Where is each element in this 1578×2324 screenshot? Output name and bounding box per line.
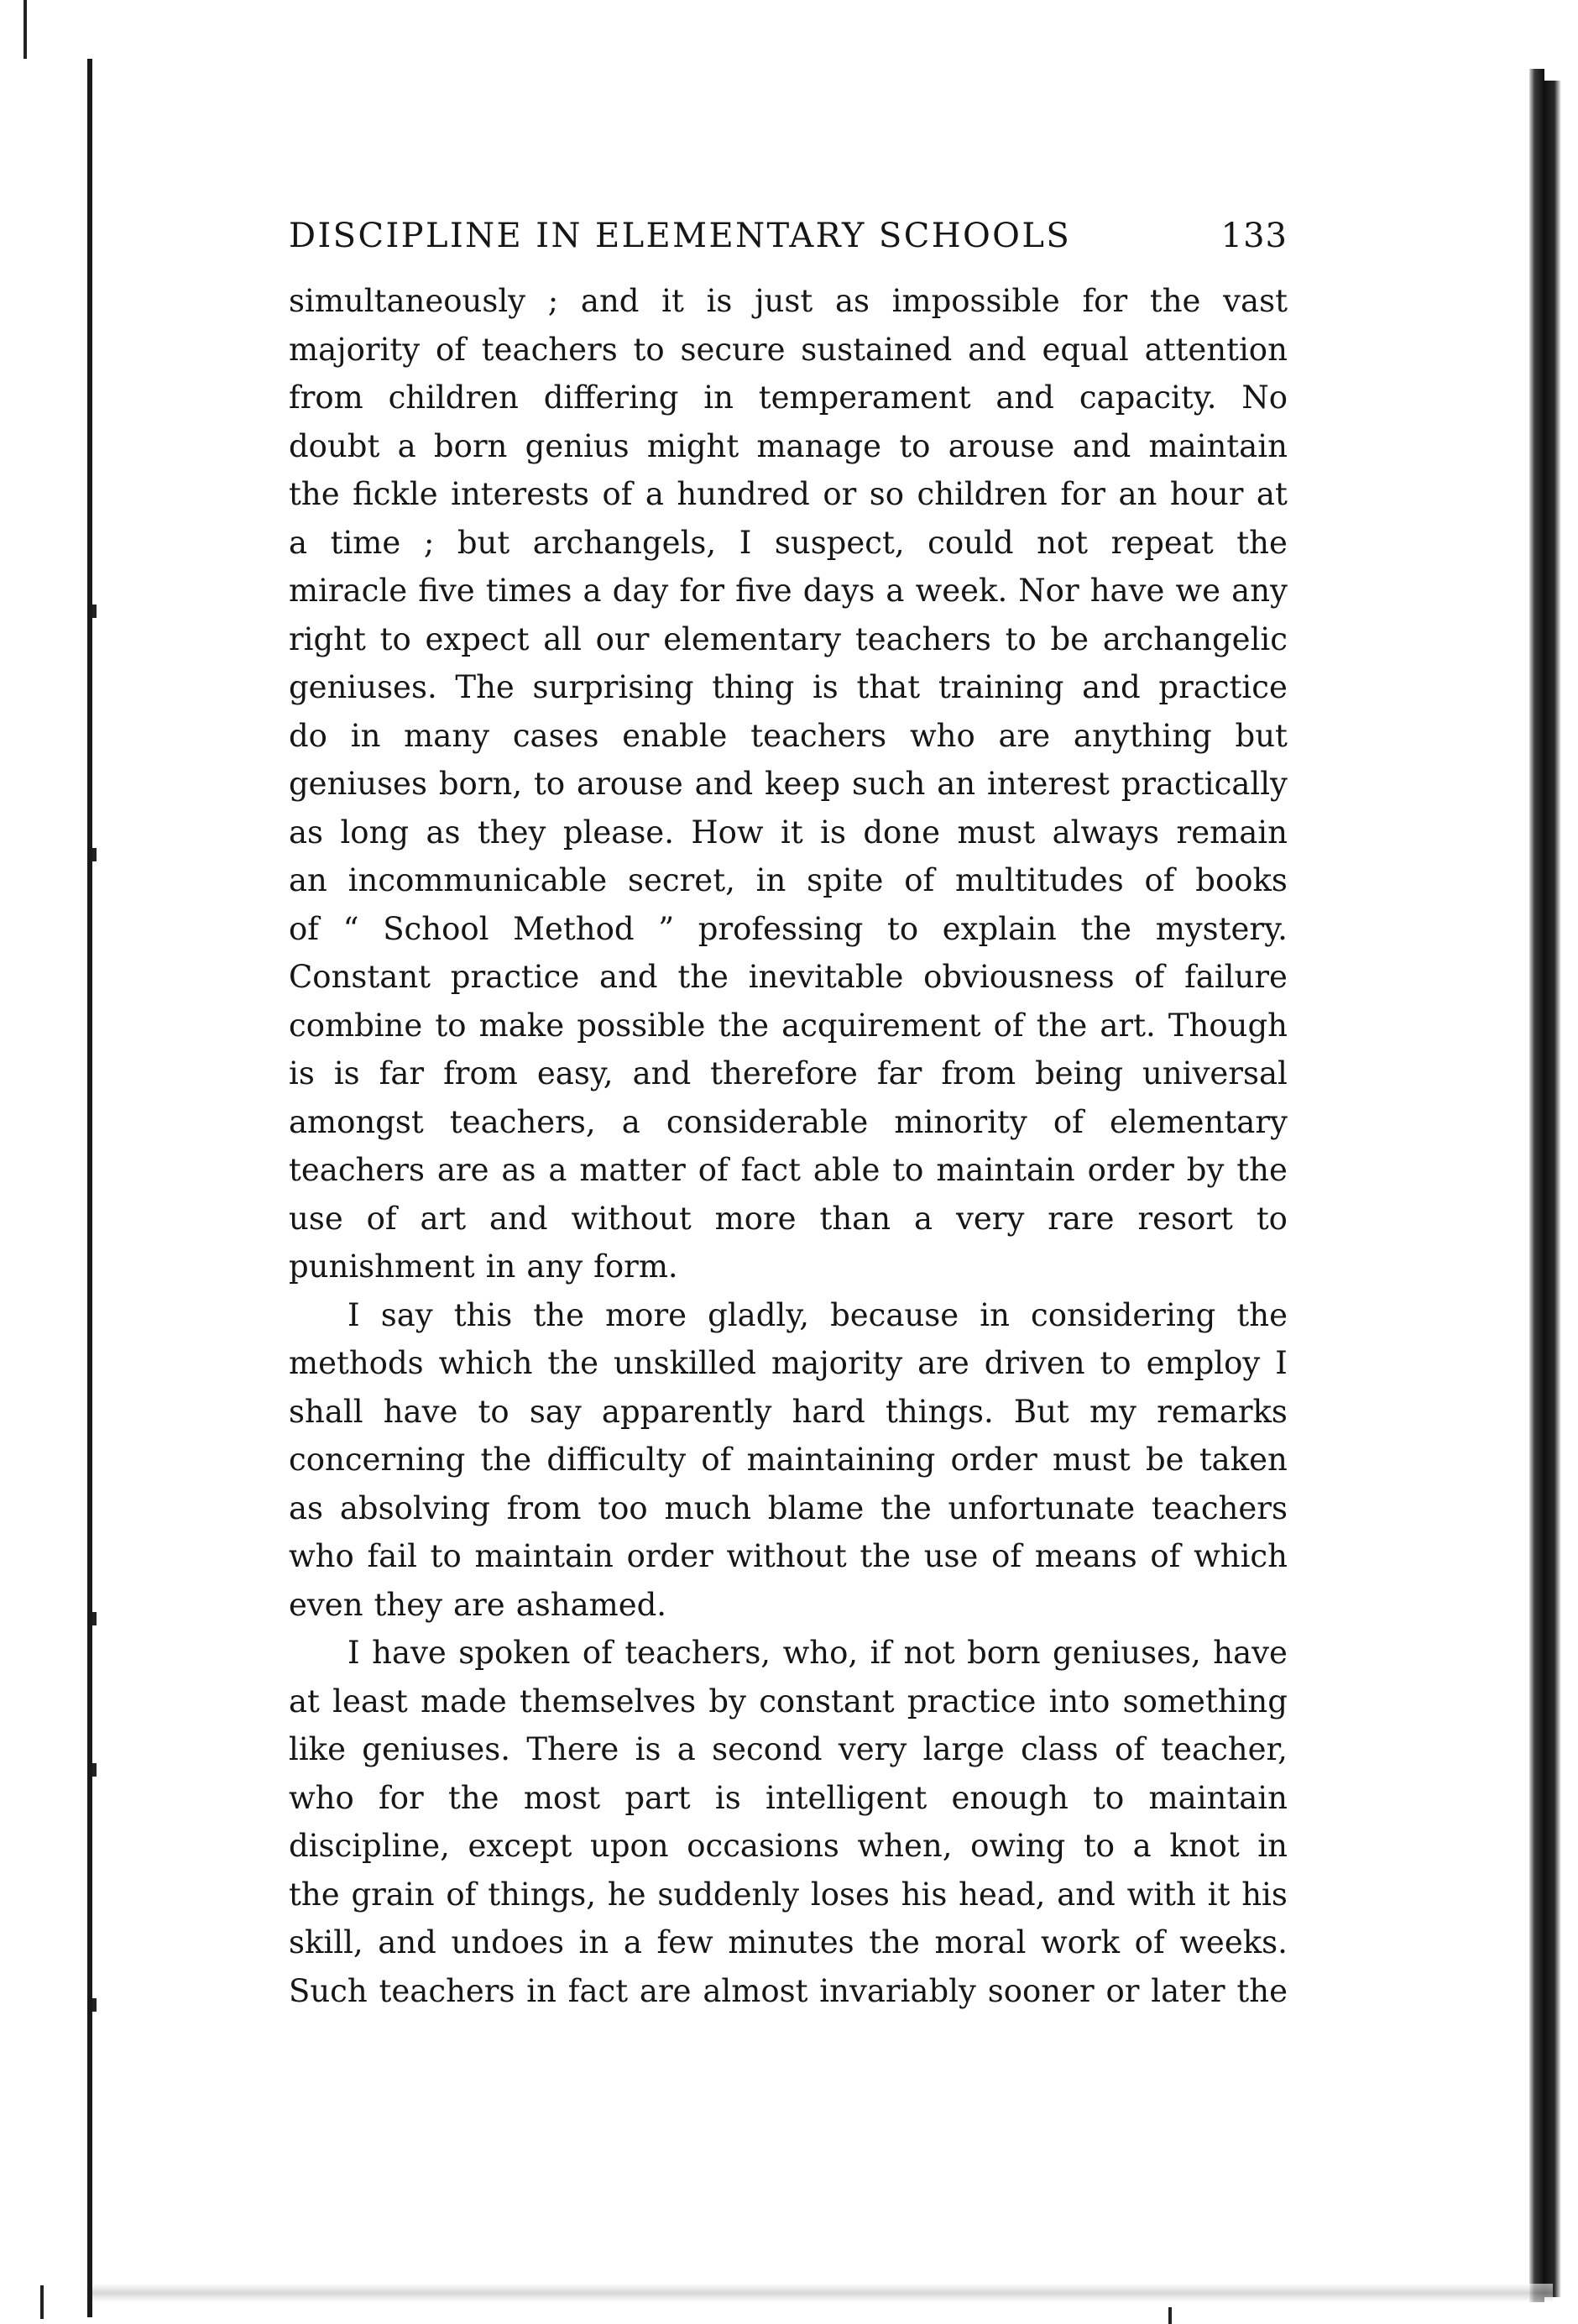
text-line: geniuses born, to arouse and keep such an interest practically — [289, 766, 1288, 802]
text-line: Constant practice and the inevitable obviousness of failure — [289, 959, 1288, 995]
page-bottom-edge — [92, 2284, 1553, 2302]
text-line: combine to make possible the acquirement of the art. Though — [289, 1007, 1288, 1044]
text-line: geniuses. The surprising thing is that training and practice — [289, 669, 1288, 705]
gutter-mark — [92, 1612, 97, 1625]
text-line: like geniuses. There is a second very large class of teacher, — [289, 1731, 1288, 1767]
page-number: 133 — [1220, 217, 1288, 255]
paragraph — [289, 277, 1288, 1291]
gutter-mark — [92, 1998, 97, 2012]
right-page-edge — [1529, 69, 1544, 2302]
text-line: of “ School Method ” professing to explain the mystery. — [289, 910, 1288, 947]
paragraph — [289, 1629, 1288, 2015]
gutter-mark — [92, 605, 97, 618]
text-line: simultaneously ; and it is just as impossible for the vast — [289, 283, 1288, 319]
text-line: who for the most part is intelligent enough to maintain — [289, 1779, 1288, 1816]
body-text — [289, 277, 1288, 2015]
binding-gutter-line — [87, 59, 92, 2317]
text-line: I say this the more gladly, because in considering the — [347, 1296, 1288, 1333]
text-line: at least made themselves by constant practice into something — [289, 1683, 1288, 1719]
text-line: as absolving from too much blame the unfortunate teachers — [289, 1489, 1288, 1526]
text-line: as long as they please. How it is done must always remain — [289, 814, 1288, 851]
text-line: shall have to say apparently hard things. But my remarks — [289, 1393, 1288, 1430]
text-line: do in many cases enable teachers who are anything but — [289, 717, 1288, 754]
text-line: doubt a born genius might manage to arouse and maintain — [289, 427, 1288, 464]
text-line: punishment in any form. — [289, 1248, 678, 1285]
running-head — [289, 217, 1288, 270]
scan-artifact — [40, 2285, 44, 2319]
text-line: is is far from easy, and therefore far from being universal — [289, 1055, 1288, 1091]
text-line: right to expect all our elementary teachers to be archangelic — [289, 620, 1288, 657]
text-line: miracle five times a day for five days a week. Nor have we any — [289, 573, 1288, 609]
text-line: use of art and without more than a very rare resort to — [289, 1200, 1288, 1237]
facing-page-edge — [24, 0, 102, 59]
gutter-mark — [92, 848, 97, 861]
text-line: discipline, except upon occasions when, owing to a knot in — [289, 1828, 1288, 1864]
text-line: from children differing in temperament and capacity. No — [289, 379, 1288, 416]
text-line: amongst teachers, a considerable minority of elementary — [289, 1103, 1288, 1140]
scan-artifact — [1168, 2307, 1172, 2324]
text-block — [289, 217, 1288, 2015]
running-head-title: DISCIPLINE IN ELEMENTARY SCHOOLS — [289, 217, 1072, 255]
text-line: the fickle interests of a hundred or so children for an hour at — [289, 476, 1288, 512]
binding-shadow — [1544, 81, 1561, 2297]
text-line: an incommunicable secret, in spite of multitudes of books — [289, 862, 1288, 898]
text-line: Such teachers in fact are almost invariably sooner or later the — [289, 1972, 1288, 2009]
gutter-mark — [92, 1763, 97, 1777]
text-line: majority of teachers to secure sustained and equal attention — [289, 331, 1288, 368]
paragraph — [289, 1291, 1288, 1630]
text-line: skill, and undoes in a few minutes the moral work of weeks. — [289, 1924, 1288, 1960]
text-line: methods which the unskilled majority are driven to employ I — [289, 1345, 1288, 1381]
text-line: the grain of things, he suddenly loses his head, and with it his — [289, 1876, 1288, 1913]
text-line: teachers are as a matter of fact able to maintain order by the — [289, 1152, 1288, 1188]
text-line: who fail to maintain order without the use of means of which — [289, 1538, 1288, 1574]
text-line: even they are ashamed. — [289, 1586, 667, 1623]
text-line: I have spoken of teachers, who, if not born geniuses, have — [347, 1635, 1288, 1671]
text-line: a time ; but archangels, I suspect, could not repeat the — [289, 524, 1288, 561]
text-line: concerning the difficulty of maintaining order must be taken — [289, 1442, 1288, 1478]
